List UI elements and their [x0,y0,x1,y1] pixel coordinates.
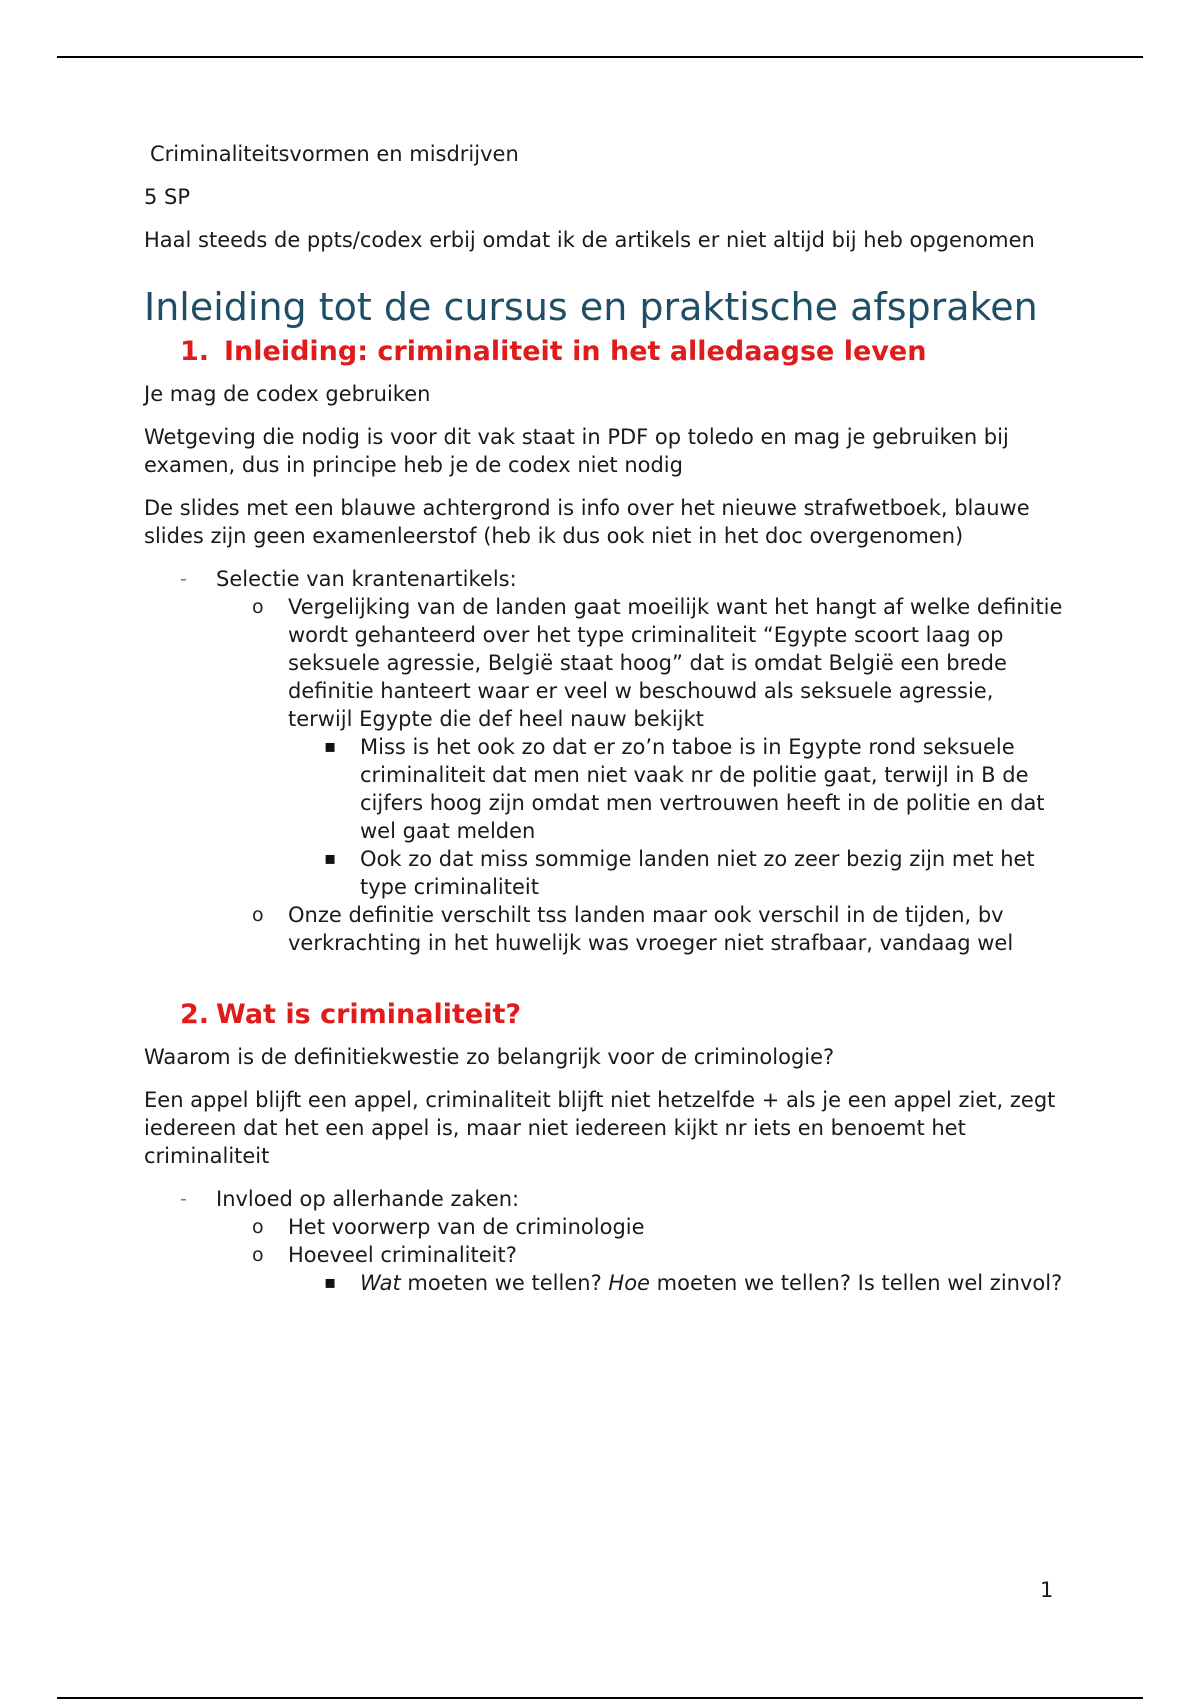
list-item [324,845,1064,901]
dash-bullet-icon: - [180,568,187,590]
circle-bullet-icon: o [252,596,264,618]
section-1-paragraph-3: De slides met een blauwe achtergrond is info over het nieuwe strafwetboek, blauwe slides zijn geen examenleerstof (heb ik dus ook niet in het doc overgenomen) [144,496,1030,548]
text-segment: moeten we tellen? [400,1271,609,1295]
sub-list [216,593,1064,957]
list-item [324,733,1064,845]
emphasis-what: Wat [360,1271,401,1295]
emphasis-how: Hoe [608,1271,650,1295]
list-item [252,593,1064,901]
list-item-text [360,1271,1062,1295]
section-1-heading [180,334,1064,370]
heading-1: Inleiding tot de cursus en praktische afspraken [144,285,1038,329]
section-1-number: 1. [180,336,210,367]
list-item-text: Selectie van krantenartikels: [216,567,517,591]
section-2-number: 2. [180,999,210,1030]
list-item [252,901,1064,957]
footer-rule [57,1697,1143,1699]
document-title: Criminaliteitsvormen en misdrijven [150,142,519,166]
document-body [144,140,1064,1312]
list-item [324,1269,1064,1297]
intro-note: Haal steeds de ppts/codex erbij omdat ik de artikels er niet altijd bij heb opgenomen [144,228,1035,252]
list-item-text: Onze definitie verschilt tss landen maar ook verschil in de tijden, bv verkrachting in het huwelijk was vroeger niet strafbaar, vandaag wel [288,903,1014,955]
section-2-title: Wat is criminaliteit? [216,999,522,1030]
dash-bullet-icon: - [180,1188,187,1210]
square-bullet-icon: ▪ [324,848,337,869]
sub-list [216,1213,1064,1297]
sub-sub-list [288,1269,1064,1297]
section-1-list [144,565,1064,957]
list-item-text: Het voorwerp van de criminologie [288,1215,645,1239]
list-item-text: Hoeveel criminaliteit? [288,1243,517,1267]
sub-sub-list [288,733,1064,901]
section-1-paragraph-1: Je mag de codex gebruiken [144,382,431,406]
list-item-text: Invloed op allerhande zaken: [216,1187,520,1211]
circle-bullet-icon: o [252,1244,264,1266]
square-bullet-icon: ▪ [324,1272,337,1293]
square-bullet-icon: ▪ [324,736,337,757]
page-number: 1 [1040,1578,1054,1602]
list-item-text: Ook zo dat miss sommige landen niet zo zeer bezig zijn met het type criminaliteit [360,847,1035,899]
list-item [180,565,1064,957]
section-1-paragraph-2: Wetgeving die nodig is voor dit vak staat in PDF op toledo en mag je gebruiken bij examen, dus in principe heb je de codex niet nodig [144,425,1009,477]
section-1-title: Inleiding: criminaliteit in het alledaagse leven [224,336,927,367]
section-2-list [144,1185,1064,1297]
header-rule [57,56,1143,58]
circle-bullet-icon: o [252,904,264,926]
section-2-paragraph-2: Een appel blijft een appel, criminaliteit blijft niet hetzelfde + als je een appel ziet, zegt iedereen dat het een appel is, maar niet iedereen kijkt nr iets en benoemt het criminaliteit [144,1088,1056,1168]
text-segment: moeten we tellen? Is tellen wel zinvol? [649,1271,1063,1295]
list-item [252,1213,1064,1241]
list-item-text: Miss is het ook zo dat er zo’n taboe is in Egypte rond seksuele criminaliteit dat men niet vaak nr de politie gaat, terwijl in B de cijfers hoog zijn omdat men vertrouwen heeft in de politie en dat wel gaat melden [360,735,1045,843]
section-2-heading [180,997,1064,1033]
circle-bullet-icon: o [252,1216,264,1238]
course-credits: 5 SP [144,185,191,209]
list-item [180,1185,1064,1297]
section-2-paragraph-1: Waarom is de definitiekwestie zo belangrijk voor de criminologie? [144,1045,835,1069]
list-item-text: Vergelijking van de landen gaat moeilijk want het hangt af welke definitie wordt gehanteerd over het type criminaliteit “Egypte scoort laag op seksuele agressie, België staat hoog” dat is omdat België een brede definitie hanteert waar er veel w beschouwd als seksuele agressie, terwijl Egypte die def heel nauw bekijkt [288,595,1063,731]
list-item [252,1241,1064,1297]
